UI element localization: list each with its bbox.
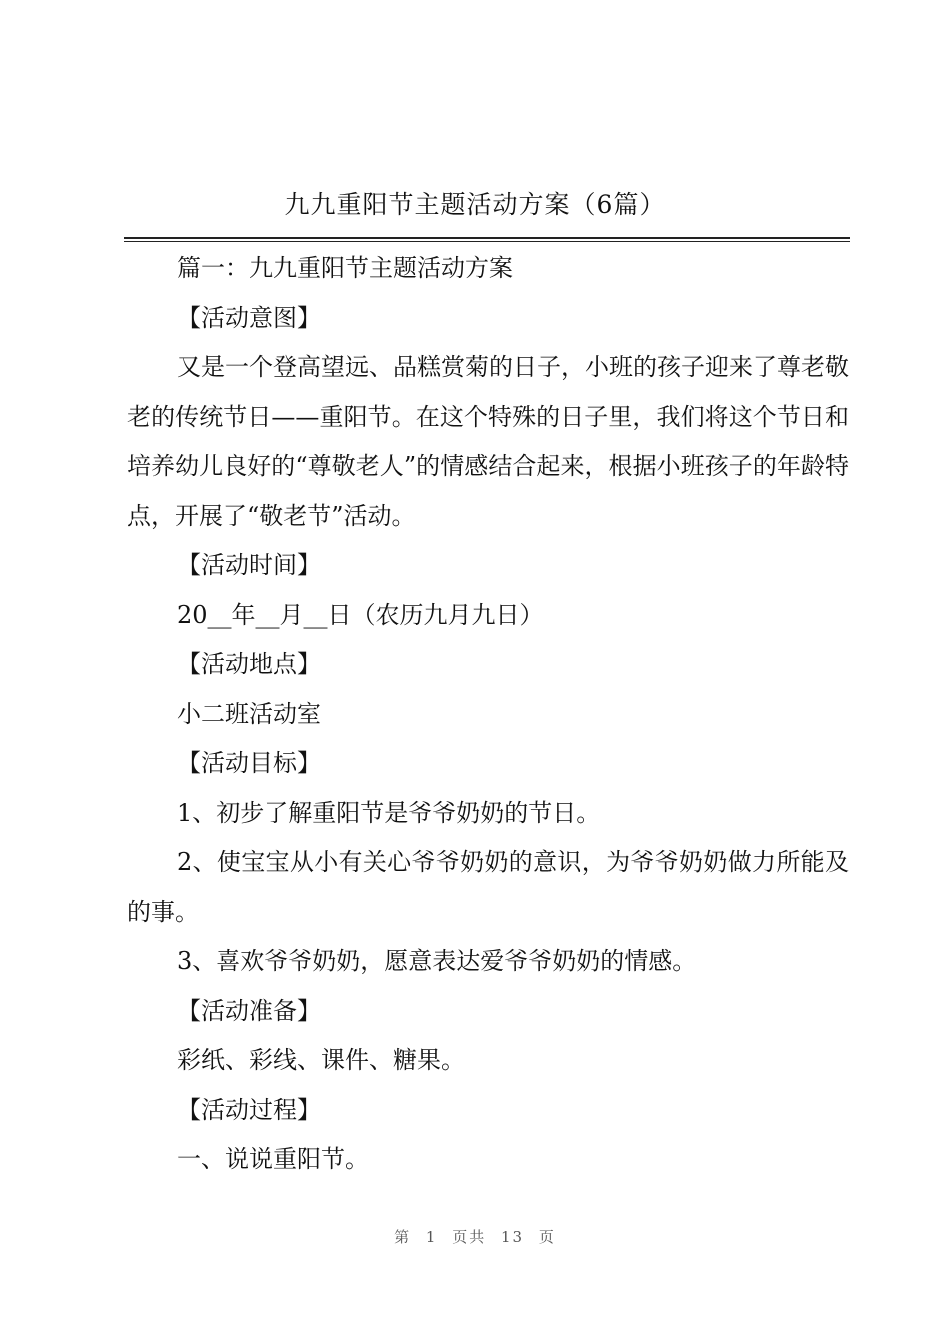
title-divider-thin bbox=[124, 241, 850, 242]
paragraph: 小二班活动室 bbox=[177, 699, 321, 728]
paragraph: 【活动时间】 bbox=[177, 551, 321, 579]
paragraph: 【活动准备】 bbox=[177, 996, 321, 1025]
paragraph: 【活动地点】 bbox=[177, 650, 321, 678]
paragraph: 【活动意图】 bbox=[177, 303, 321, 332]
paragraph: 【活动过程】 bbox=[177, 1095, 321, 1124]
paragraph: 3、喜欢爷爷奶奶，愿意表达爱爷爷奶奶的情感。 bbox=[177, 947, 697, 975]
paragraph: 2、使宝宝从小有关心爷爷奶奶的意识，为爷爷奶奶做力所能及的事。 bbox=[127, 848, 849, 926]
page-number-footer: 第 1 页共 13 页 bbox=[394, 1228, 556, 1246]
paragraph: 1、初步了解重阳节是爷爷奶奶的节日。 bbox=[177, 798, 601, 827]
title-divider-thick bbox=[124, 237, 850, 239]
document-title: 九九重阳节主题活动方案（6篇） bbox=[284, 190, 666, 219]
paragraph: 彩纸、彩线、课件、糖果。 bbox=[177, 1046, 465, 1074]
document-body bbox=[127, 244, 849, 1185]
paragraph: 又是一个登高望远、品糕赏菊的日子，小班的孩子迎来了尊老敬老的传统节日——重阳节。在这个特殊的日子里，我们将这个节日和培养幼儿良好的“尊敬老人”的情感结合起来，根据小班孩子的年龄特点，开展了“敬老节”活动。 bbox=[127, 353, 849, 530]
section-heading: 篇一：九九重阳节主题活动方案 bbox=[177, 254, 513, 282]
paragraph: 【活动目标】 bbox=[177, 749, 321, 777]
paragraph: 一、说说重阳节。 bbox=[177, 1145, 369, 1173]
paragraph: 20__年__月__日（农历九月九日） bbox=[177, 600, 544, 629]
